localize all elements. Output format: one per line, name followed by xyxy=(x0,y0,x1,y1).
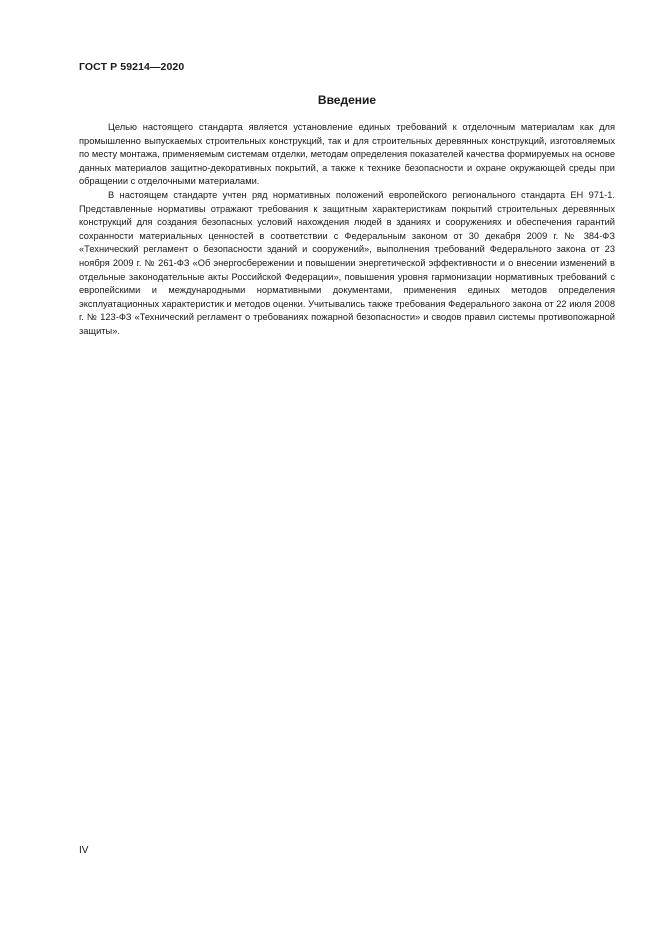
body-paragraph: В настоящем стандарте учтен ряд нормативных положений европейского регионального стандарта ЕН 971-1. Представленные нормативы отражают требования к защитным характеристикам покрытий строительных деревянных конструкций для создания безопасных условий нахождения людей в зданиях и сооружениях и обеспечения гарантий сохранности материальных ценностей в соответствии с Федеральным законом от 30 декабря 2009 г. № 384-ФЗ «Технический регламент о безопасности зданий и сооружений», выполнения требований Федерального закона от 23 ноября 2009 г. № 261-ФЗ «Об энергосбережении и повышении энергетической эффективности и о внесении изменений в отдельные законодательные акты Российской Федерации», повышения уровня гармонизации нормативных требований с европейскими и международными нормативными документами, применения единых методов определения эксплуатационных характеристик и методов оценки. Учитывались также требования Федерального закона от 22 июля 2008 г. № 123-ФЗ «Технический регламент о требованиях пожарной безопасности» и сводов правил системы противопожарной защиты». xyxy=(79,189,615,336)
body-paragraph: Целью настоящего стандарта является установление единых требований к отделочным материалам как для промышленно выпускаемых строительных конструкций, так и для строительных деревянных конструкций, изготовляемых по месту монтажа, применяемым системам отделки, методам определения показателей качества формируемых на основе данных материалов защитно-декоративных покрытий, а также к технике безопасности и охране окружающей среды при обращении с отделочными материалами. xyxy=(79,122,615,187)
section-title: Введение xyxy=(317,93,377,107)
section-body xyxy=(79,121,615,339)
page-number: IV xyxy=(79,845,89,856)
document-header-code: ГОСТ Р 59214—2020 xyxy=(79,61,185,73)
